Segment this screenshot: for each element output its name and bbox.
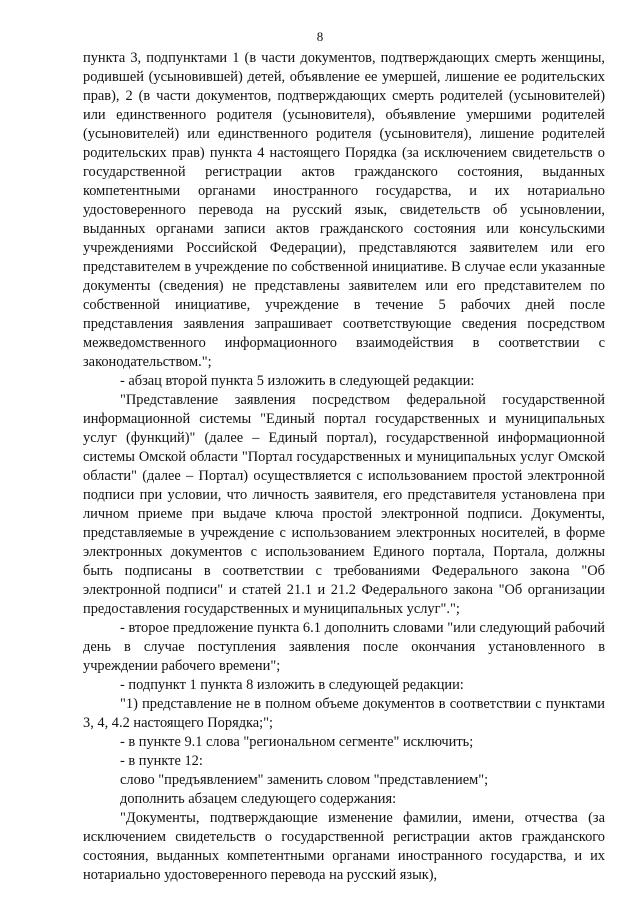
paragraph-continuation: пункта 3, подпунктами 1 (в части документов, подтверждающих смерть женщины, родившей (усыновившей) детей, объявление ее умершей, лишение ее родительских прав), 2 (в части документов, подтверждающих смерть родителей (усыновителей) или единственного родителя (усыновителя), объявление умершими родителей (усыновителей) или единственного родителя (усыновителя), лишение родителей родительских прав) пункта 4 настоящего Порядка (за исключением свидетельств о государственной регистрации актов гражданского состояния, выданных компетентными органами иностранного государства, и их нотариально удостоверенного перевода на русский язык, свидетельств об усыновлении, выданных органами записи актов гражданского состояния или консульскими учреждениями Российской Федерации), представляются заявителем или его представителем в учреждение по собственной инициативе. В случае если указанные документы (сведения) не представлены заявителем или его представителем по собственной инициативе, учреждение в течение 5 рабочих дней после представления заявления запрашивает соответствующие сведения посредством межведомственного информационного взаимодействия в соответствии с законодательством.";	[83, 50, 605, 370]
paragraph-amendment-item-9-1: - в пункте 9.1 слова "региональном сегменте" исключить;	[120, 734, 474, 750]
paragraph-amendment-item-5: - абзац второй пункта 5 изложить в следующей редакции:	[120, 373, 475, 389]
page-number: 8	[316, 29, 324, 44]
paragraph-amendment-item-8: - подпункт 1 пункта 8 изложить в следующей редакции:	[120, 677, 464, 693]
paragraph-word-replacement: слово "предъявлением" заменить словом "представлением";	[120, 772, 489, 788]
paragraph-quoted-clause: "Документы, подтверждающие изменение фамилии, имени, отчества (за исключением свидетельств о государственной регистрации актов гражданского состояния, выданных компетентными органами иностранного государства, и их нотариально удостоверенного перевода на русский язык),	[83, 810, 605, 883]
paragraph-quoted-subitem: "1) представление не в полном объеме документов в соответствии с пунктами 3, 4, 4.2 настоящего Порядка;";	[83, 696, 605, 731]
paragraph-quoted-text: "Представление заявления посредством федеральной государственной информационной системы "Единый портал государственных и муниципальных услуг (функций)" (далее – Единый портал), государственной информационной системы Омской области "Портал государственных и муниципальных услуг Омской области" (далее – Портал) осуществляется с использованием простой электронной подписи при условии, что личность заявителя, его представителя установлена при личном приеме при выдаче ключа простой электронной подписи. Документы, представляемые в учреждение с использованием электронных носителей, в форме электронных документов с использованием Единого портала, Портала, должны быть подписаны в соответствии с требованиями Федерального закона "Об электронной подписи" и статей 21.1 и 21.2 Федерального закона "Об организации предоставления государственных и муниципальных услуг".";	[83, 392, 605, 617]
paragraph-add-clause: дополнить абзацем следующего содержания:	[120, 791, 397, 807]
paragraph-amendment-item-6-1: - второе предложение пункта 6.1 дополнить словами "или следующий рабочий день в случае поступления заявления после окончания установленного в учреждении рабочего времени";	[83, 620, 605, 674]
document-body	[83, 49, 605, 885]
paragraph-amendment-item-12: - в пункте 12:	[120, 753, 203, 769]
